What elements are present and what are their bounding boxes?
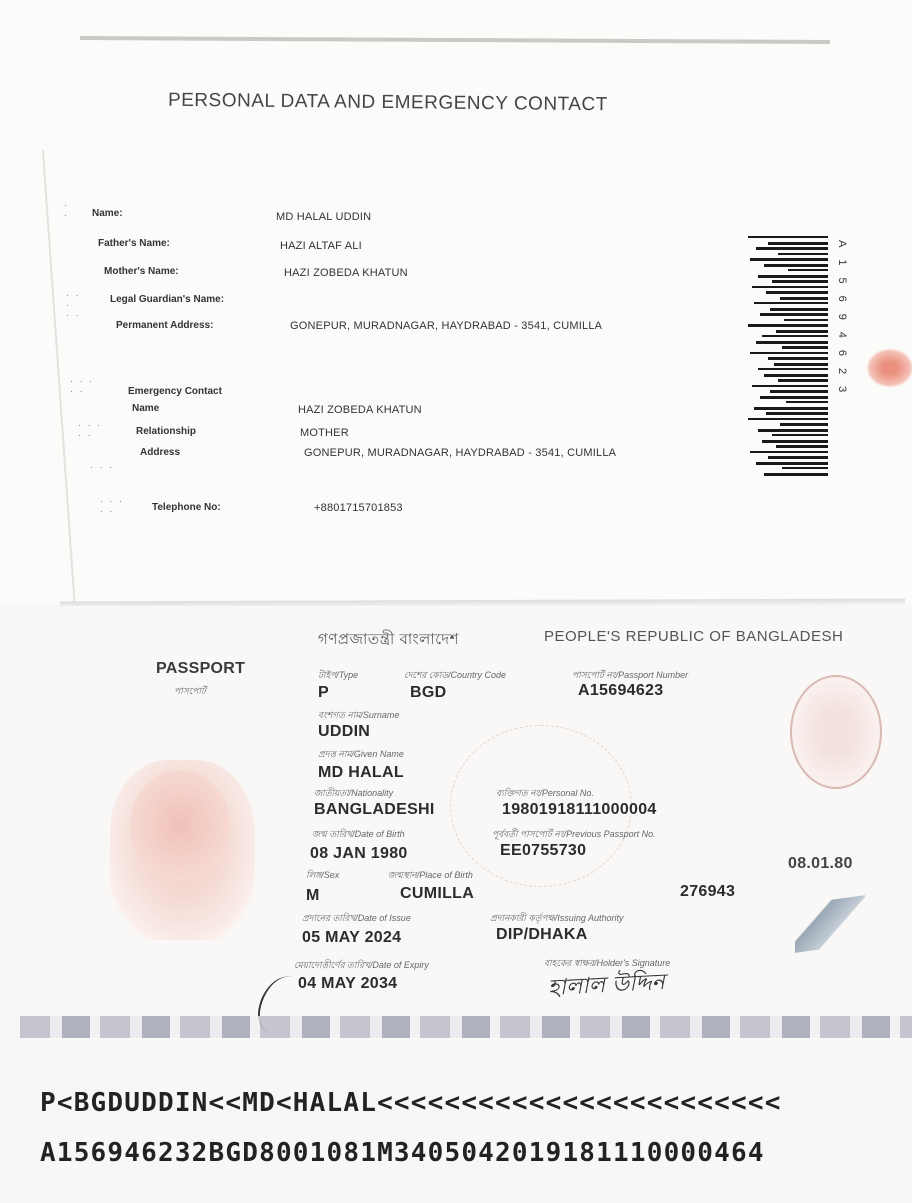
barcode-bar bbox=[774, 363, 828, 366]
emergency-address-value: GONEPUR, MURADNAGAR, HAYDRABAD - 3541, CUMILLA bbox=[304, 447, 617, 459]
barcode bbox=[744, 236, 832, 481]
barcode-bar bbox=[756, 462, 828, 465]
telephone-label: Telephone No: bbox=[152, 502, 221, 513]
permanent-address-value: GONEPUR, MURADNAGAR, HAYDRABAD - 3541, CUMILLA bbox=[290, 320, 603, 332]
barcode-digits: A15694623 bbox=[836, 240, 848, 405]
hologram-mark bbox=[795, 895, 865, 953]
barcode-bar bbox=[782, 346, 828, 349]
barcode-bar bbox=[756, 247, 828, 250]
barcode-bar bbox=[758, 275, 828, 278]
barcode-bar bbox=[780, 297, 828, 300]
place-of-birth-label: জন্মস্থান/Place of Birth bbox=[388, 870, 473, 880]
holder-signature: হালাল উদ্দিন bbox=[547, 969, 666, 1002]
dob-value: 08 JAN 1980 bbox=[310, 845, 408, 862]
barcode-bar bbox=[776, 330, 828, 333]
perforation-dots: · · · · · bbox=[66, 290, 81, 320]
name-label: Name: bbox=[92, 208, 123, 219]
barcode-bar bbox=[788, 269, 828, 271]
emergency-address-label: Address bbox=[140, 447, 181, 458]
previous-passport-label: পূর্ববর্তী পাসপোর্ট নং/Previous Passport No. bbox=[492, 829, 656, 839]
security-strip bbox=[20, 1016, 912, 1038]
sex-value: M bbox=[306, 887, 320, 904]
barcode-bar bbox=[780, 423, 828, 426]
perforation-dots: · · · · · bbox=[70, 376, 94, 396]
barcode-bar bbox=[772, 280, 828, 283]
barcode-bar bbox=[748, 418, 828, 420]
holder-photo-face bbox=[130, 770, 230, 880]
barcode-bar bbox=[776, 445, 828, 448]
holder-signature-label: বাহকের স্বাক্ষর/Holder's Signature bbox=[544, 958, 671, 968]
barcode-bar bbox=[760, 396, 828, 399]
issue-date-value: 05 MAY 2024 bbox=[302, 929, 402, 946]
barcode-bar bbox=[770, 308, 828, 311]
mother-name-label: Mother's Name: bbox=[104, 266, 179, 277]
perforation-dots: · · · · · bbox=[78, 420, 102, 440]
barcode-bar bbox=[782, 467, 828, 469]
barcode-bar bbox=[748, 236, 828, 238]
barcode-bar bbox=[778, 253, 828, 255]
given-name-label: প্রদত্ত নাম/Given Name bbox=[318, 749, 404, 759]
name-value: MD HALAL UDDIN bbox=[276, 211, 372, 223]
page-title: PERSONAL DATA AND EMERGENCY CONTACT bbox=[167, 89, 608, 116]
mrz-line-1: P<BGDUDDIN<<MD<HALAL<<<<<<<<<<<<<<<<<<<<<<<< bbox=[40, 1088, 782, 1118]
expiry-date-value: 04 MAY 2034 bbox=[298, 975, 398, 992]
barcode-bar bbox=[786, 401, 828, 403]
issue-date-label: প্রদানের তারিখ/Date of Issue bbox=[302, 913, 411, 923]
barcode-bar bbox=[768, 456, 828, 459]
relationship-label: Relationship bbox=[136, 426, 197, 437]
telephone-value: +8801715701853 bbox=[314, 502, 403, 514]
permanent-address-label: Permanent Address: bbox=[116, 320, 214, 331]
side-number: 276943 bbox=[680, 883, 736, 900]
country-code-value: BGD bbox=[410, 684, 447, 701]
type-label: টাইপ/Type bbox=[318, 670, 359, 680]
barcode-bar bbox=[752, 385, 828, 387]
barcode-bar bbox=[758, 429, 828, 432]
side-date: 08.01.80 bbox=[788, 855, 853, 872]
passport-number-value: A15694623 bbox=[578, 682, 664, 699]
emergency-name-label: Name bbox=[132, 403, 160, 414]
passport-title-bn: পাসপোর্ট bbox=[174, 686, 206, 696]
surname-value: UDDIN bbox=[318, 723, 371, 740]
dob-label: জন্ম তারিখ/Date of Birth bbox=[312, 829, 405, 839]
sex-label: লিঙ্গ/Sex bbox=[306, 870, 340, 880]
nationality-label: জাতীয়তা/Nationality bbox=[314, 788, 394, 798]
perforation-dots: · · · bbox=[90, 462, 114, 472]
barcode-bar bbox=[762, 335, 828, 337]
guardian-name-label: Legal Guardian's Name: bbox=[110, 294, 225, 305]
personal-no-label: ব্যক্তিগত নং/Personal No. bbox=[496, 788, 594, 798]
country-header-en: PEOPLE'S REPUBLIC OF BANGLADESH bbox=[544, 628, 844, 645]
passport-title: PASSPORT bbox=[156, 660, 246, 677]
relationship-value: MOTHER bbox=[300, 427, 349, 439]
expiry-date-label: মেয়াদোত্তীর্ণের তারিখ/Date of Expiry bbox=[294, 960, 429, 970]
father-name-label: Father's Name: bbox=[98, 238, 170, 249]
barcode-bar bbox=[760, 313, 828, 316]
father-name-value: HAZI ALTAF ALI bbox=[280, 240, 362, 252]
barcode-bar bbox=[766, 412, 828, 415]
barcode-bar bbox=[778, 379, 828, 382]
barcode-bar bbox=[750, 352, 828, 354]
mother-name-value: HAZI ZOBEDA KHATUN bbox=[284, 267, 408, 279]
perforation-dots: · · bbox=[64, 200, 69, 220]
stamp-seal bbox=[866, 348, 912, 388]
previous-passport-value: EE0755730 bbox=[500, 842, 587, 859]
country-code-label: দেশের কোড/Country Code bbox=[404, 670, 506, 680]
surname-label: বংশগত নাম/Surname bbox=[318, 710, 400, 720]
barcode-bar bbox=[764, 473, 828, 476]
country-header-bn: গণপ্রজাতন্ত্রী বাংলাদেশ bbox=[318, 631, 459, 648]
nationality-value: BANGLADESHI bbox=[314, 801, 435, 818]
passport-number-label: পাসপোর্ট নং/Passport Number bbox=[572, 670, 689, 680]
authority-value: DIP/DHAKA bbox=[496, 926, 588, 943]
barcode-bar bbox=[784, 319, 828, 321]
barcode-bar bbox=[758, 368, 828, 370]
barcode-bar bbox=[748, 324, 828, 327]
barcode-bar bbox=[768, 242, 828, 245]
given-name-value: MD HALAL bbox=[318, 764, 404, 781]
authority-label: প্রদানকারী কর্তৃপক্ষ/Issuing Authority bbox=[490, 913, 624, 923]
emergency-contact-heading: Emergency Contact bbox=[128, 386, 222, 397]
place-of-birth-value: CUMILLA bbox=[400, 885, 475, 902]
barcode-bar bbox=[770, 390, 828, 393]
barcode-bar bbox=[764, 374, 828, 377]
barcode-bar bbox=[764, 264, 828, 267]
mrz-line-2: A156946232BGD8001081M3405042019181110000464 bbox=[40, 1138, 765, 1168]
barcode-bar bbox=[750, 258, 828, 261]
barcode-bar bbox=[754, 302, 828, 304]
barcode-bar bbox=[754, 407, 828, 410]
barcode-bar bbox=[768, 357, 828, 360]
barcode-bar bbox=[750, 451, 828, 453]
barcode-bar bbox=[762, 440, 828, 443]
emergency-name-value: HAZI ZOBEDA KHATUN bbox=[298, 404, 422, 416]
barcode-bar bbox=[766, 291, 828, 294]
perforation-dots: · · · · · bbox=[100, 496, 124, 516]
barcode-bar bbox=[772, 434, 828, 436]
barcode-bar bbox=[756, 341, 828, 344]
barcode-bar bbox=[752, 286, 828, 288]
type-value: P bbox=[318, 684, 329, 701]
personal-no-value: 19801918111000004 bbox=[502, 801, 657, 818]
emblem-hologram bbox=[790, 675, 882, 789]
